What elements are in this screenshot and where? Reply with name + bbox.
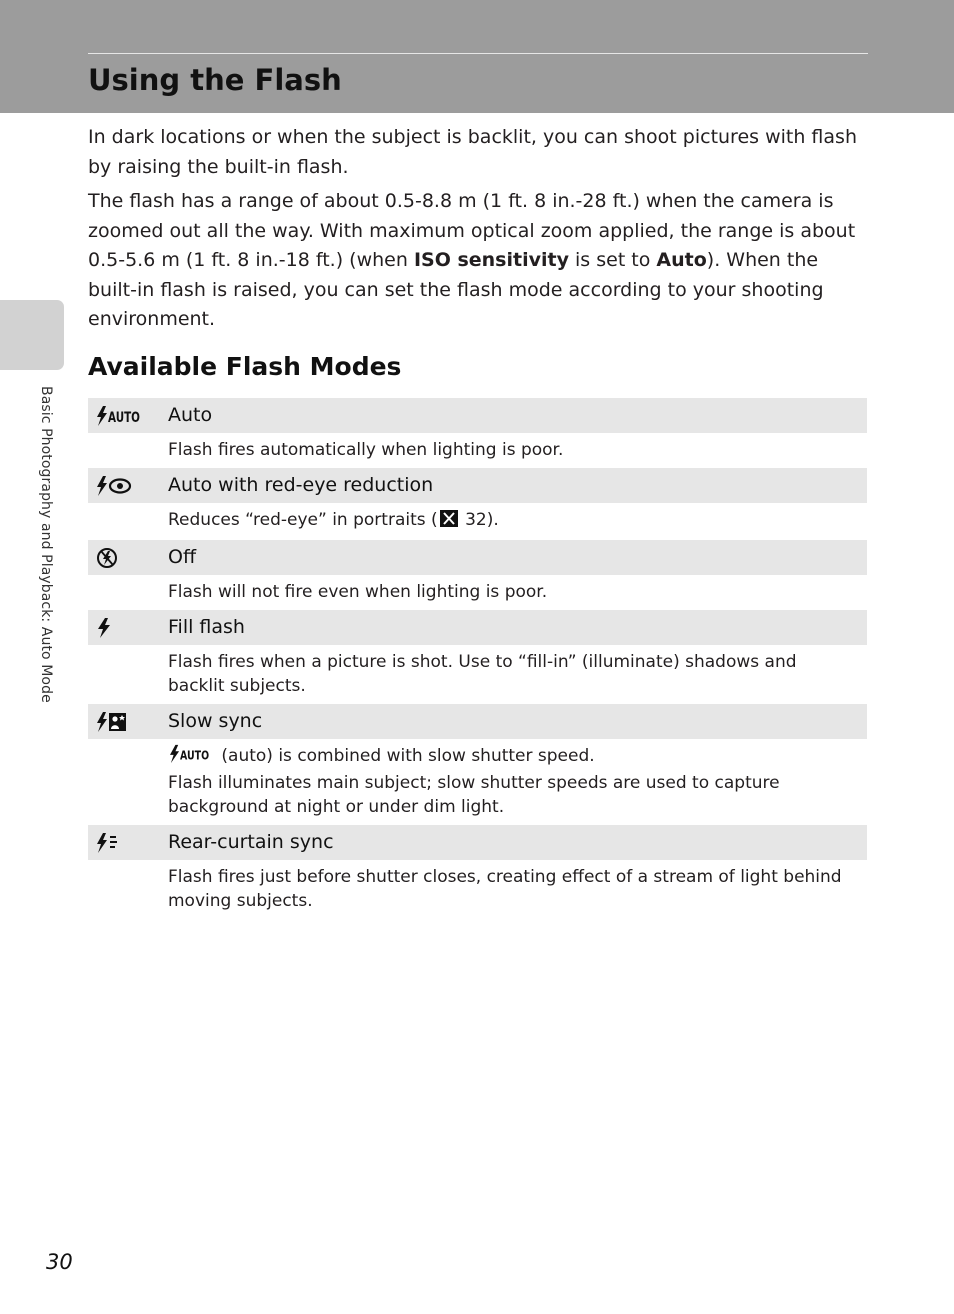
auto-term: Auto [656, 249, 707, 271]
flash-off-icon [96, 546, 120, 570]
flash-fill-icon [96, 616, 114, 640]
flash-mode-header [88, 825, 867, 860]
flash-mode-row [88, 398, 867, 468]
flash-mode-description: AUTO (auto) is combined with slow shutter speed. Flash illuminates main subject; slow shutter speeds are used to capture background at night or under dim light. [168, 746, 780, 817]
section-title: Available Flash Modes [88, 352, 402, 381]
flash-mode-header [88, 540, 867, 575]
flash-mode-name: Auto with red-eye reduction [168, 474, 434, 496]
flash-mode-description: Flash fires automatically when lighting is poor. [168, 440, 564, 460]
svg-text:AUTO: AUTO [108, 410, 141, 426]
flash-mode-description: Flash will not fire even when lighting is poor. [168, 582, 548, 602]
svg-text:AUTO: AUTO [180, 747, 210, 763]
page-title: Using the Flash [88, 63, 342, 97]
flash-mode-row [88, 825, 867, 919]
flash-mode-header [88, 704, 867, 739]
flash-mode-header [88, 468, 867, 503]
flash-mode-name: Auto [168, 404, 213, 426]
flash-auto-icon [96, 404, 142, 428]
intro-paragraph-2: The flash has a range of about 0.5-8.8 m (1 ft. 8 in.-28 ft.) when the camera is zoomed out all the way. With maximum optical zoom applied, the range is about 0.5-5.6 m (1 ft. 8 in.-18 ft.) (when ISO sensitivity is set to Auto). When the built-in flash is raised, you can set the flash mode according to your shooting environment. [88, 190, 856, 330]
flash-mode-header [88, 610, 867, 645]
page-number: 30 [46, 1250, 73, 1274]
flash-mode-name: Rear-curtain sync [168, 831, 334, 853]
flash-mode-row [88, 468, 867, 540]
page-reference: 32 [465, 510, 487, 530]
flash-mode-description: Flash fires just before shutter closes, creating effect of a stream of light behind moving subjects. [168, 867, 842, 911]
flash-auto-icon [168, 744, 212, 771]
flash-mode-description: Flash fires when a picture is shot. Use to “fill-in” (illuminate) shadows and backlit subjects. [168, 652, 797, 696]
chapter-tab [0, 300, 64, 370]
flash-modes-table [88, 398, 867, 919]
flash-slow-sync-icon [96, 710, 128, 734]
intro-paragraph-1: In dark locations or when the subject is backlit, you can shoot pictures with flash by raising the built-in flash. [88, 126, 857, 178]
flash-rear-curtain-icon [96, 831, 122, 855]
header-rule [88, 53, 868, 54]
flash-mode-name: Fill flash [168, 616, 245, 638]
iso-sensitivity-term: ISO sensitivity [413, 249, 569, 271]
flash-mode-description: Reduces “red-eye” in portraits ( 32). [88, 503, 867, 540]
flash-mode-row [88, 610, 867, 704]
flash-mode-row [88, 704, 867, 825]
flash-mode-header [88, 398, 867, 433]
flash-red-eye-icon [96, 474, 132, 498]
page-reference-icon [440, 510, 458, 534]
flash-mode-name: Slow sync [168, 710, 263, 732]
chapter-label: Basic Photography and Playback: Auto Mode [38, 386, 54, 703]
flash-mode-name: Off [168, 546, 197, 568]
flash-mode-row [88, 540, 867, 610]
